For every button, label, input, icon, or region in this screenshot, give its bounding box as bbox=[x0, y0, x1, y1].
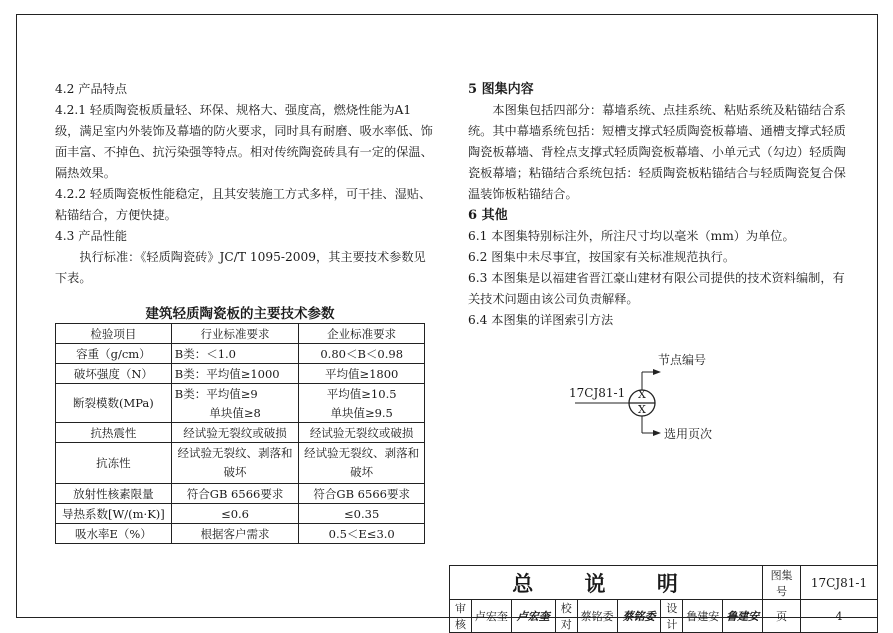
reviewer-signature: 卢宏奎 bbox=[511, 600, 555, 633]
page-number: 4 bbox=[801, 600, 878, 633]
designer-name: 鲁建安 bbox=[683, 600, 723, 633]
cell: 根据客户需求 bbox=[171, 524, 299, 544]
header-item: 检验项目 bbox=[56, 324, 172, 344]
review-label: 审核 bbox=[450, 600, 472, 633]
cell: 平均值≥10.5 bbox=[299, 384, 425, 404]
left-column bbox=[55, 79, 435, 289]
table-row bbox=[56, 344, 425, 364]
atlas-no-label: 图集号 bbox=[763, 566, 801, 600]
index-top-x: X bbox=[638, 388, 646, 401]
cell: 符合GB 6566要求 bbox=[299, 484, 425, 504]
cell: 经试验无裂纹、剥落和破坏 bbox=[171, 443, 299, 484]
table-row bbox=[56, 384, 425, 404]
cell: B类：平均值≥9 bbox=[171, 384, 299, 404]
table-row bbox=[56, 524, 425, 544]
right-column bbox=[468, 79, 853, 331]
node-number-label: 节点编号 bbox=[658, 353, 707, 367]
table-row bbox=[56, 484, 425, 504]
cell: 经试验无裂纹或破损 bbox=[171, 423, 299, 443]
cell: 符合GB 6566要求 bbox=[171, 484, 299, 504]
atlas-no: 17CJ81-1 bbox=[801, 566, 878, 600]
cell: 0.5＜E≤3.0 bbox=[299, 524, 425, 544]
paragraph-6-1: 6.1 本图集特别标注外，所注尺寸均以毫米（mm）为单位。 bbox=[468, 229, 795, 243]
table-row bbox=[56, 504, 425, 524]
table-row bbox=[56, 443, 425, 484]
cell: B类：平均值≥1000 bbox=[171, 364, 299, 384]
cell: 抗冻性 bbox=[56, 443, 172, 484]
cell: 吸水率E（%） bbox=[56, 524, 172, 544]
cell: 抗热震性 bbox=[56, 423, 172, 443]
cell: 单块值≥9.5 bbox=[299, 403, 425, 423]
checker-name: 蔡铭委 bbox=[577, 600, 617, 633]
cell: 经试验无裂纹或破损 bbox=[299, 423, 425, 443]
table-row bbox=[56, 364, 425, 384]
cell: 0.80＜B＜0.98 bbox=[299, 344, 425, 364]
section-4-3-heading: 4.3 产品性能 bbox=[55, 229, 128, 243]
design-label: 设计 bbox=[661, 600, 683, 633]
index-bottom-x: X bbox=[638, 403, 646, 416]
reviewer-name: 卢宏奎 bbox=[471, 600, 511, 633]
paragraph-6-4: 6.4 本图集的详图索引方法 bbox=[468, 313, 614, 327]
table-row bbox=[56, 423, 425, 443]
paragraph-6-3: 6.3 本图集是以福建省晋江豪山建材有限公司提供的技术资料编制，有关技术问题由该公司负责解释。 bbox=[468, 271, 845, 306]
title-block bbox=[449, 565, 878, 633]
index-diagram bbox=[565, 350, 765, 445]
paragraph-4-2-1: 4.2.1 轻质陶瓷板质量轻、环保、规格大、强度高，燃烧性能为A1级，满足室内外装饰及幕墙的防火要求，同时具有耐磨、吸水率低、饰面丰富、不掉色、抗污染强等特点。相对传统陶瓷砖具有一定的保温、隔热效果。 bbox=[55, 103, 433, 180]
cell: 放射性核素限量 bbox=[56, 484, 172, 504]
table-header-row bbox=[56, 324, 425, 344]
paragraph-6-2: 6.2 图集中未尽事宜，按国家有关标准规范执行。 bbox=[468, 250, 736, 264]
cell: 导热系数[W/(m·K)] bbox=[56, 504, 172, 524]
header-industry: 行业标准要求 bbox=[171, 324, 299, 344]
checker-signature: 蔡铭委 bbox=[617, 600, 661, 633]
paragraph-5: 本图集包括四部分：幕墙系统、点挂系统、粘贴系统及粘锚结合系统。其中幕墙系统包括：短槽支撑式轻质陶瓷板幕墙、通槽支撑式轻质陶瓷板幕墙、背栓点支撑式轻质陶瓷板幕墙、小单元式（勾边）轻质陶瓷板幕墙；粘锚结合系统包括：轻质陶瓷板粘锚结合与轻质陶瓷复合保温装饰板粘锚结合。 bbox=[468, 103, 846, 201]
section-5-heading: 5 图集内容 bbox=[468, 82, 534, 97]
page-selection-label: 选用页次 bbox=[664, 427, 713, 441]
paragraph-4-2-2: 4.2.2 轻质陶瓷板性能稳定，且其安装施工方式多样，可干挂、湿贴、粘锚结合，方便快捷。 bbox=[55, 187, 432, 222]
section-6-heading: 6 其他 bbox=[468, 208, 508, 223]
paragraph-4-3: 执行标准：《轻质陶瓷砖》JC/T 1095-2009，其主要技术参数见下表。 bbox=[55, 250, 426, 285]
drawing-title: 总 说 明 bbox=[450, 566, 763, 600]
designer-signature: 鲁建安 bbox=[723, 600, 763, 633]
section-4-2-heading: 4.2 产品特点 bbox=[55, 82, 128, 96]
atlas-code-label: 17CJ81-1 bbox=[569, 386, 626, 400]
cell: 平均值≥1800 bbox=[299, 364, 425, 384]
cell: 经试验无裂纹、剥落和破坏 bbox=[299, 443, 425, 484]
cell: 单块值≥8 bbox=[171, 403, 299, 423]
spec-table bbox=[55, 323, 425, 544]
page-label: 页 bbox=[763, 600, 801, 633]
cell: ≤0.35 bbox=[299, 504, 425, 524]
cell: B类：＜1.0 bbox=[171, 344, 299, 364]
cell: 断裂模数(MPa) bbox=[56, 384, 172, 423]
table-title: 建筑轻质陶瓷板的主要技术参数 bbox=[145, 306, 335, 322]
cell: 容重（g/cm） bbox=[56, 344, 172, 364]
cell: 破坏强度（N） bbox=[56, 364, 172, 384]
check-label: 校对 bbox=[555, 600, 577, 633]
cell: ≤0.6 bbox=[171, 504, 299, 524]
header-enterprise: 企业标准要求 bbox=[299, 324, 425, 344]
